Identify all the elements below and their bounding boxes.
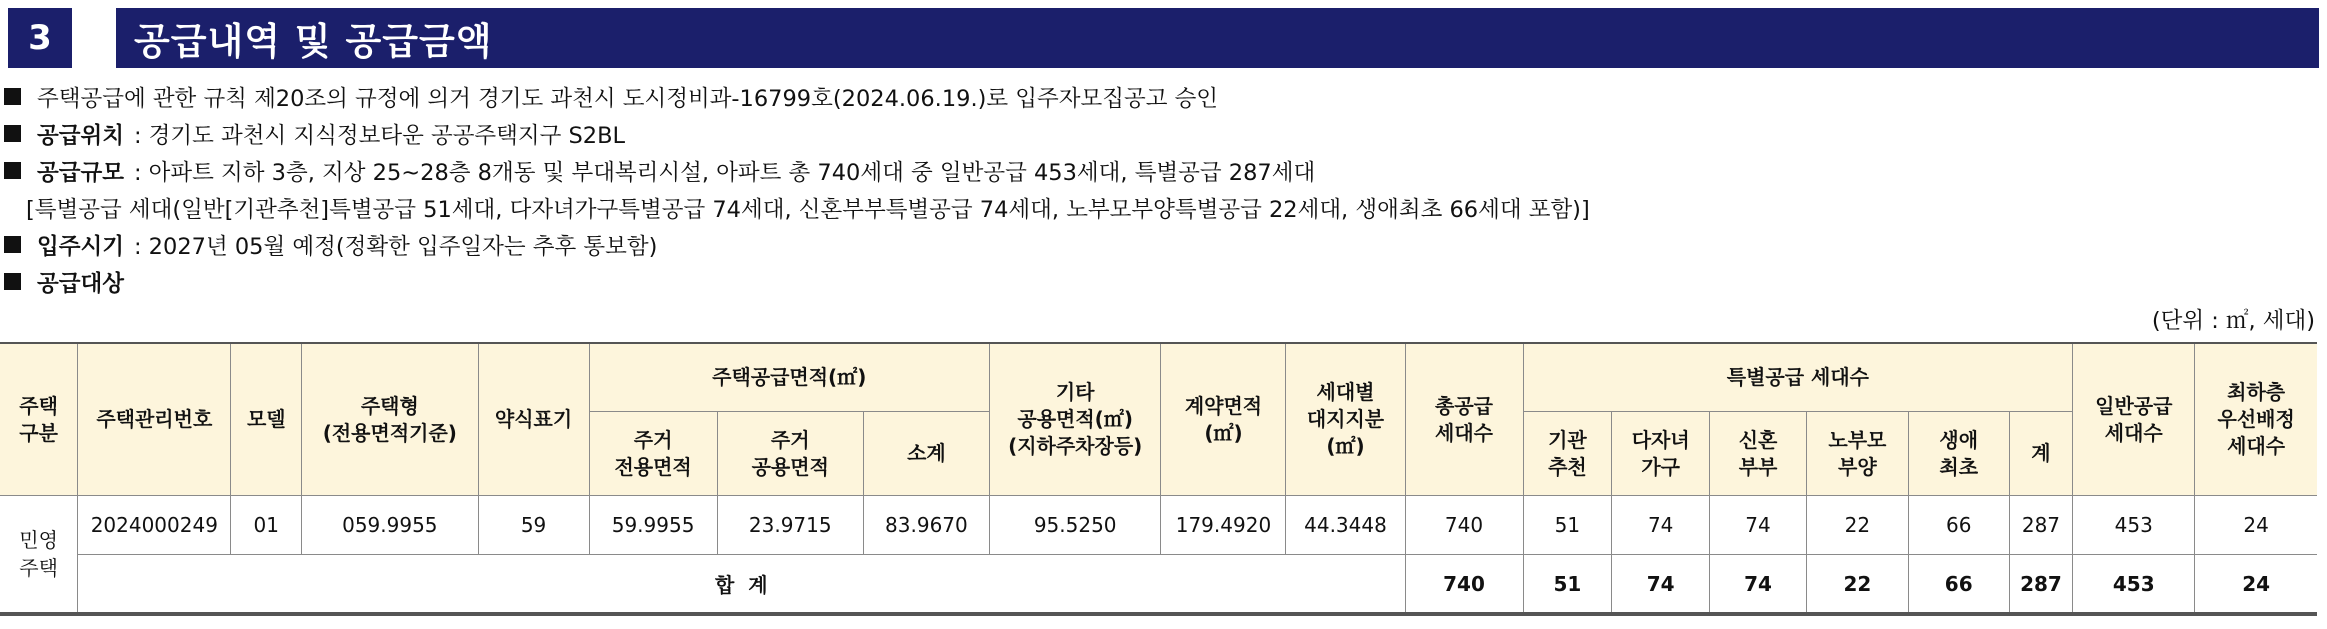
cell-elderly: 22: [1806, 496, 1908, 555]
approval-text: 주택공급에 관한 규칙 제20조의 규정에 의거 경기도 과천시 도시정비과-16799호(2024.06.19.)로 입주자모집공고 승인: [37, 85, 1219, 112]
header-lowest-floor: 최하층 우선배정 세대수: [2195, 343, 2317, 496]
cell-lowest-floor: 24: [2195, 496, 2317, 555]
header-multi: 다자녀 가구: [1612, 412, 1710, 496]
cell-common-area: 23.9715: [717, 496, 863, 555]
header-total-units: 총공급 세대수: [1405, 343, 1523, 496]
header-model: 모델: [231, 343, 302, 496]
header-abbr: 약식표기: [478, 343, 589, 496]
total-first: 66: [1908, 555, 2009, 615]
header-special-units: 특별공급 세대수: [1523, 343, 2073, 412]
total-multi: 74: [1612, 555, 1710, 615]
cell-contract-area: 179.4920: [1161, 496, 1286, 555]
scale-line: [0, 152, 2327, 189]
header-supply-area: 주택공급면적(㎡): [589, 343, 989, 412]
total-row: [0, 555, 2317, 615]
header-common-area: 주거 공용면적: [717, 412, 863, 496]
table-row: [0, 496, 2317, 555]
total-label: 합 계: [78, 555, 1405, 615]
cell-total-units: 740: [1405, 496, 1523, 555]
cell-exclusive-area: 59.9955: [589, 496, 717, 555]
target-line: [0, 263, 2327, 300]
cell-mgmt-no: 2024000249: [78, 496, 231, 555]
header-land-share: 세대별 대지지분 (㎡): [1286, 343, 1405, 496]
cell-subtotal: 83.9670: [863, 496, 989, 555]
square-bullet-icon: [4, 273, 21, 290]
header-other-common: 기타 공용면적(㎡) (지하주차장등): [989, 343, 1160, 496]
header-subtotal: 소계: [863, 412, 989, 496]
total-elderly: 22: [1806, 555, 1908, 615]
location-text: : 경기도 과천시 지식정보타운 공공주택지구 S2BL: [133, 122, 626, 149]
cell-sum: 287: [2009, 496, 2073, 555]
table-header-row: [0, 343, 2317, 412]
total-general-units: 453: [2073, 555, 2195, 615]
total-inst: 51: [1523, 555, 1612, 615]
header-exclusive-area: 주거 전용면적: [589, 412, 717, 496]
target-label: 공급대상: [37, 270, 124, 297]
location-line: [0, 115, 2327, 152]
cell-model: 01: [231, 496, 302, 555]
movein-line: [0, 226, 2327, 263]
scale-detail-text: [특별공급 세대(일반[기관추천]특별공급 51세대, 다자녀가구특별공급 74세대, 신혼부부특별공급 74세대, 노부모부양특별공급 22세대, 생애최초 66세대 포함)]: [26, 196, 1590, 223]
total-newly: 74: [1710, 555, 1807, 615]
cell-other-common: 95.5250: [989, 496, 1160, 555]
total-total-units: 740: [1405, 555, 1523, 615]
cell-multi: 74: [1612, 496, 1710, 555]
header-elderly: 노부모 부양: [1806, 412, 1908, 496]
total-sum: 287: [2009, 555, 2073, 615]
cell-first: 66: [1908, 496, 2009, 555]
header-contract-area: 계약면적 (㎡): [1161, 343, 1286, 496]
supply-table: [0, 342, 2317, 616]
total-lowest-floor: 24: [2195, 555, 2317, 615]
header-newly: 신혼 부부: [1710, 412, 1807, 496]
square-bullet-icon: [4, 88, 21, 105]
header-general-units: 일반공급 세대수: [2073, 343, 2195, 496]
unit-note: (단위 : ㎡, 세대): [2151, 308, 2315, 334]
location-label: 공급위치: [37, 122, 124, 149]
header-first: 생애 최초: [1908, 412, 2009, 496]
cell-land-share: 44.3448: [1286, 496, 1405, 555]
scale-text: : 아파트 지하 3층, 지상 25~28층 8개동 및 부대복리시설, 아파트 총 740세대 중 일반공급 453세대, 특별공급 287세대: [133, 159, 1316, 186]
section-title: 공급내역 및 공급금액: [116, 8, 2319, 68]
cell-housing-type: 민영 주택: [0, 496, 78, 615]
scale-detail-line: [0, 189, 2327, 226]
section-number: 3: [8, 8, 72, 68]
header-housing-type: 주택 구분: [0, 343, 78, 496]
header-inst: 기관 추천: [1523, 412, 1612, 496]
movein-label: 입주시기: [37, 233, 124, 260]
cell-general-units: 453: [2073, 496, 2195, 555]
movein-text: : 2027년 05월 예정(정확한 입주일자는 추후 통보함): [133, 233, 658, 260]
cell-abbr: 59: [478, 496, 589, 555]
cell-type: 059.9955: [302, 496, 479, 555]
approval-line: [0, 78, 2327, 115]
square-bullet-icon: [4, 236, 21, 253]
notice-lines: [0, 78, 2327, 300]
header-mgmt-no: 주택관리번호: [78, 343, 231, 496]
scale-label: 공급규모: [37, 159, 124, 186]
header-type: 주택형 (전용면적기준): [302, 343, 479, 496]
cell-newly: 74: [1710, 496, 1807, 555]
square-bullet-icon: [4, 125, 21, 142]
cell-inst: 51: [1523, 496, 1612, 555]
square-bullet-icon: [4, 162, 21, 179]
header-sum: 계: [2009, 412, 2073, 496]
